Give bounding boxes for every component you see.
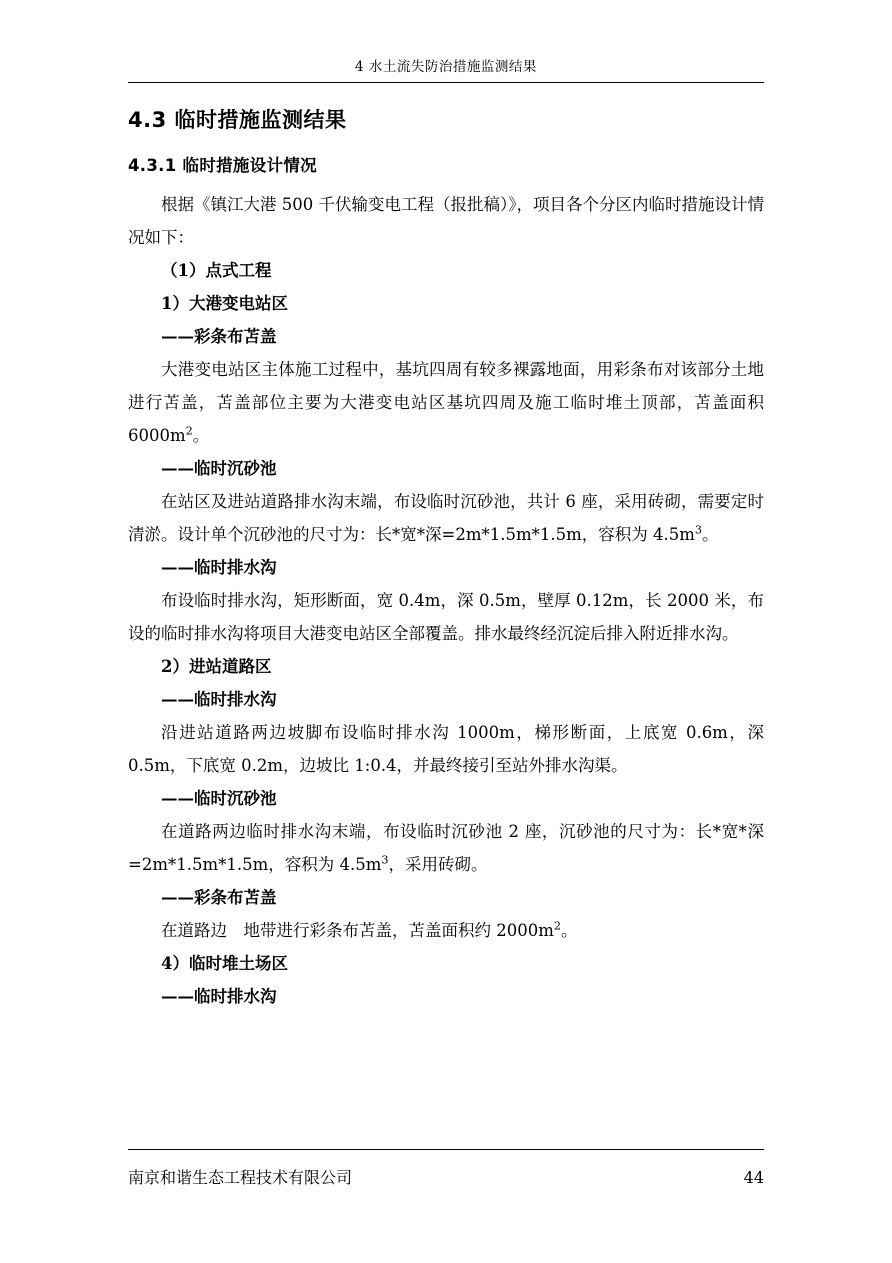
superscript-unit: 3 [381, 853, 389, 867]
subsection-heading: 4.3.1 临时措施设计情况 [128, 156, 317, 175]
section-heading: 4.3 临时措施监测结果 [128, 108, 347, 132]
running-header: 4 水土流失防治措施监测结果 [355, 59, 537, 75]
superscript-unit: 2 [185, 424, 193, 438]
body-paragraph: 根据《镇江大港 500 千伏输变电工程（报批稿）》，项目各个分区内临时措施设计情况如下： [128, 195, 764, 247]
footer-page-number: 44 [743, 1168, 764, 1187]
footer-divider [128, 1149, 764, 1150]
body-paragraph: 在道路两边临时排水沟末端，布设临时沉砂池 2 座，沉砂池的尺寸为：长*宽*深=2m*1.5m*1.5m，容积为 $4.5m^3$，采用砖砌。 [128, 822, 764, 874]
measure-item-heading: ——临时沉砂池 [161, 459, 277, 478]
measure-item-heading: ——临时排水沟 [161, 558, 277, 577]
page-footer [128, 1165, 764, 1188]
measure-item-heading: ——临时排水沟 [161, 690, 277, 709]
measure-item-heading: ——彩条布苫盖 [161, 888, 277, 907]
body-paragraph: 在站区及进站道路排水沟末端，布设临时沉砂池，共计 6 座，采用砖砌，需要定时清淤。设计单个沉砂池的尺寸为：长*宽*深=2m*1.5m*1.5m，容积为 $4.5m^3$。 [128, 492, 764, 544]
measure-item-heading: ——彩条布苫盖 [161, 327, 277, 346]
superscript-unit: 3 [694, 523, 703, 537]
measure-item-heading: ——临时沉砂池 [161, 789, 277, 808]
page-content [128, 0, 764, 1263]
body-paragraph: 布设临时排水沟，矩形断面，宽 0.4m，深 0.5m，壁厚 0.12m，长 2000 米，布设的临时排水沟将项目大港变电站区全部覆盖。排水最终经沉淀后排入附近排水沟。 [128, 591, 764, 643]
measure-item-heading: ——临时排水沟 [161, 987, 277, 1006]
body-paragraph: 大港变电站区主体施工过程中，基坑四周有较多裸露地面，用彩条布对该部分土地进行苫盖，苫盖部位主要为大港变电站区基坑四周及施工临时堆土顶部，苫盖面积 $6000m^2$。 [128, 360, 764, 445]
body-paragraph: 沿进站道路两边坡脚布设临时排水沟 1000m，梯形断面，上底宽 0.6m，深 0.5m，下底宽 0.2m，边坡比 1:0.4，并最终接引至站外排水沟渠。 [128, 723, 764, 775]
list-heading: 1）大港变电站区 [161, 294, 288, 313]
header-divider [128, 82, 764, 83]
document-body [128, 104, 764, 1013]
footer-company: 南京和谐生态工程技术有限公司 [128, 1168, 353, 1187]
list-heading: （1）点式工程 [161, 261, 272, 280]
list-heading: 2）进站道路区 [161, 657, 272, 676]
superscript-unit: 2 [553, 919, 562, 933]
list-heading: 4）临时堆土场区 [161, 954, 288, 973]
paragraph-list [128, 188, 764, 1013]
body-paragraph: 在道路边 地带进行彩条布苫盖，苫盖面积约 $2000m^2$。 [161, 919, 578, 940]
